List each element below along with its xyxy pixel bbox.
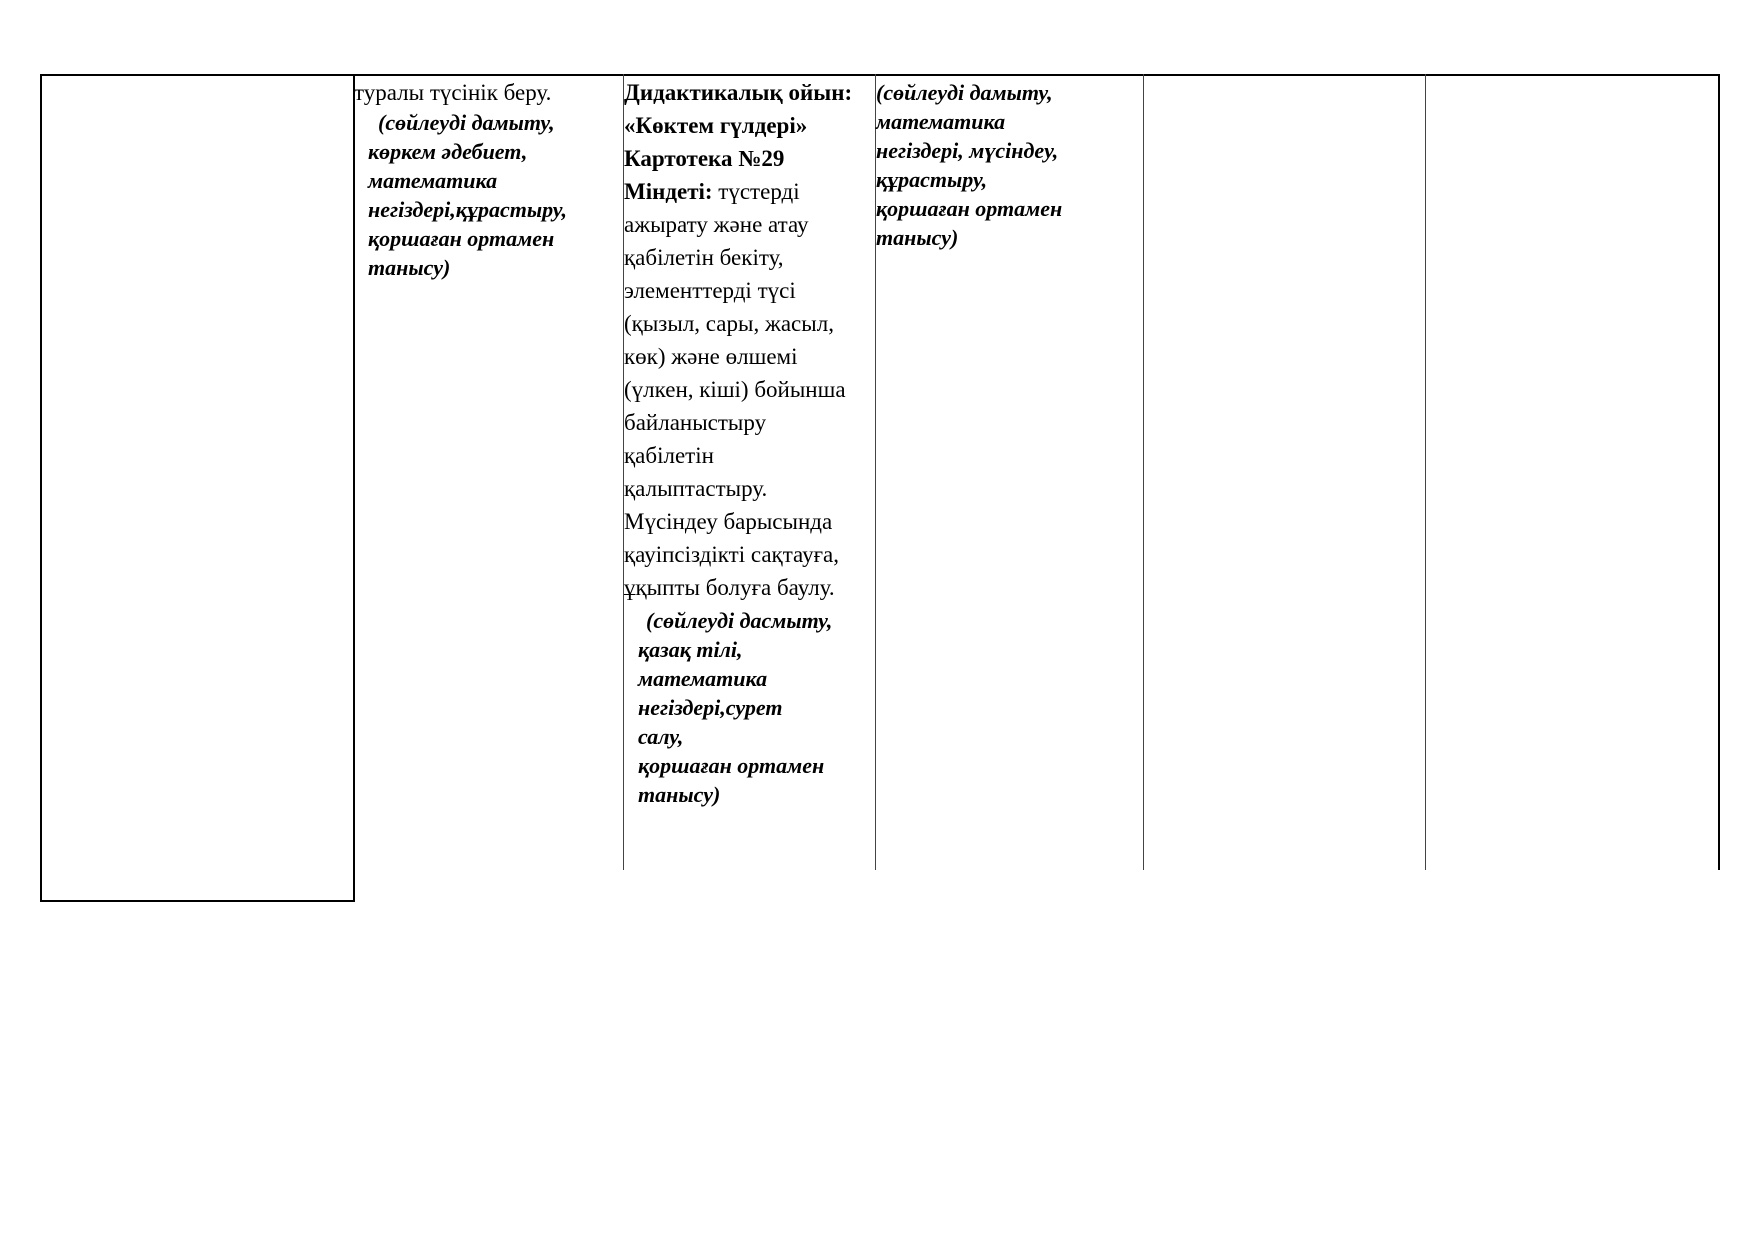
task-line: элементтерді түсі: [624, 278, 796, 303]
integration-line: математика: [368, 168, 498, 193]
task-line: қабілетін бекіту,: [624, 245, 784, 270]
table-cell-empty-6: [1426, 76, 1717, 870]
game-label: Дидактикалық ойын:: [624, 80, 853, 105]
integration-line: қазақ тілі,: [638, 637, 743, 662]
integration-line: танысу): [876, 225, 959, 250]
task-heading-line: [624, 175, 874, 208]
task-line: көк) және өлшемі: [624, 344, 798, 369]
task-line: ұқыпты болуға баулу.: [624, 575, 835, 600]
task-line: (үлкен, кіші) бойынша: [624, 377, 846, 402]
integration-line: танысу): [368, 255, 451, 280]
table-cell-empty-5: [1144, 76, 1424, 870]
integration-line: математика: [638, 666, 768, 691]
integration-line: көркем әдебиет,: [368, 139, 528, 164]
table-right-border: [1718, 74, 1720, 870]
table-cell-column-3: [624, 76, 874, 809]
task-line: (қызыл, сары, жасыл,: [624, 311, 834, 336]
integration-line: салу,: [638, 724, 684, 749]
task-line: қабілетін: [624, 443, 714, 468]
task-text: түстерді: [718, 179, 800, 204]
integration-line: құрастыру,: [876, 167, 988, 192]
task-line: қалыптастыру.: [624, 476, 768, 501]
table-cell-column-4: [876, 78, 1142, 252]
first-column-bottom-border: [40, 900, 354, 902]
cell-text-intro: туралы түсінік беру.: [354, 80, 552, 105]
integration-line: негіздері,құрастыру,: [368, 197, 567, 222]
integration-note: [354, 108, 622, 282]
integration-note: [624, 606, 874, 809]
task-label: Міндеті:: [624, 179, 713, 204]
integration-line: негіздері, мүсіндеу,: [876, 138, 1059, 163]
card-number: Картотека №29: [624, 146, 785, 171]
integration-line: (сөйлеуді дасмыту,: [646, 608, 833, 633]
integration-line: негіздері,сурет: [638, 695, 783, 720]
integration-line: математика: [876, 109, 1006, 134]
integration-line: қоршаған ортамен: [368, 226, 555, 251]
integration-line: қоршаған ортамен: [876, 196, 1063, 221]
integration-line: танысу): [638, 782, 721, 807]
integration-line: (сөйлеуді дамыту,: [378, 110, 555, 135]
game-title: «Көктем гүлдері»: [624, 113, 808, 138]
task-line: Мүсіндеу барысында: [624, 509, 833, 534]
task-line: ажырату және атау: [624, 212, 809, 237]
table-cell-column-2: [354, 76, 622, 282]
table-cell-empty-1: [42, 76, 352, 900]
task-line: байланыстыру: [624, 410, 767, 435]
integration-line: (сөйлеуді дамыту,: [876, 80, 1053, 105]
integration-line: қоршаған ортамен: [638, 753, 825, 778]
task-line: қауіпсіздікті сақтауға,: [624, 542, 839, 567]
